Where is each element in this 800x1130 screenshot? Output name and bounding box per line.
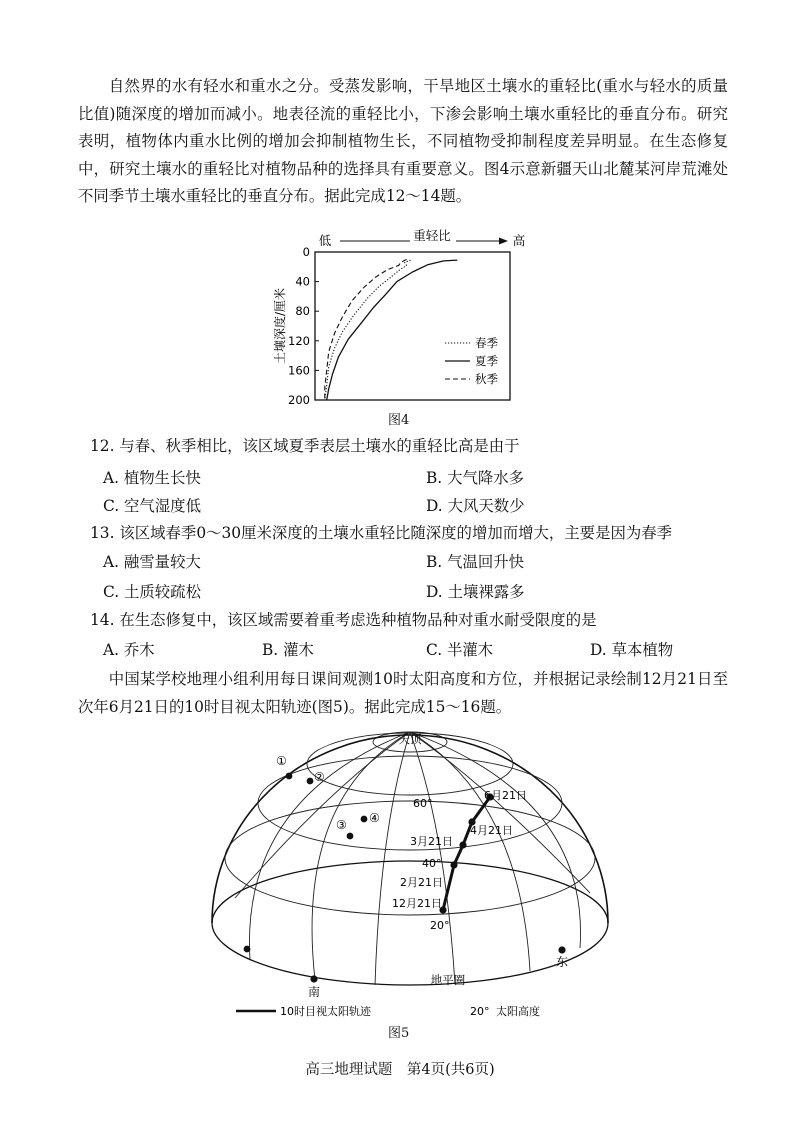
legend-track-label: 10时目视太阳轨迹 bbox=[280, 1005, 371, 1018]
marker-2-point bbox=[307, 778, 314, 785]
q12-stem: 12. 与春、秋季相比，该区域夏季表层土壤水的重轻比高是由于 bbox=[90, 437, 520, 455]
meridian-3 bbox=[375, 732, 410, 985]
altitude-label-20: 20° bbox=[430, 919, 450, 932]
y-tick-label: 160 bbox=[288, 363, 310, 378]
x-axis-title: 重轻比 bbox=[413, 228, 451, 243]
marker-1-label: ① bbox=[276, 754, 287, 768]
marker-3-label: ③ bbox=[336, 818, 347, 832]
q13-option-d: D. 土壤裸露多 bbox=[426, 583, 525, 601]
series-line-summer bbox=[327, 260, 458, 400]
sun-track-line bbox=[443, 797, 490, 910]
meridian-2 bbox=[312, 732, 410, 980]
q12-option-d: D. 大风天数少 bbox=[426, 497, 525, 515]
page-footer: 高三地理试题 第4页(共6页) bbox=[305, 1062, 495, 1078]
horizon-point-east bbox=[558, 946, 565, 953]
fig4-chart bbox=[270, 228, 560, 412]
fig5-caption: 图5 bbox=[388, 1026, 410, 1041]
q14-option-a: A. 乔木 bbox=[103, 641, 155, 659]
marker-2-label: ② bbox=[314, 770, 325, 784]
x-axis-high-label: 高 bbox=[512, 233, 526, 248]
marker-3-point bbox=[347, 833, 354, 840]
y-tick-label: 40 bbox=[295, 274, 310, 289]
y-tick-label: 0 bbox=[302, 245, 310, 259]
south-label: 南 bbox=[307, 985, 321, 999]
altitude-label-60: 60° bbox=[413, 797, 433, 810]
q12-option-c: C. 空气湿度低 bbox=[103, 497, 201, 515]
dome-outline bbox=[212, 735, 608, 923]
x-axis-low-label: 低 bbox=[318, 233, 332, 248]
legend-altitude-label: 太阳高度 bbox=[496, 1005, 540, 1018]
marker-4-point bbox=[361, 816, 368, 823]
sun-point-feb21 bbox=[450, 861, 457, 868]
marker-4-label: ④ bbox=[369, 811, 380, 825]
sun-point-mar21 bbox=[459, 841, 466, 848]
date-label-apr21: 4月21日 bbox=[470, 824, 513, 837]
intro-paragraph-1: 自然界的水有轻水和重水之分。受蒸发影响，干旱地区土壤水的重轻比(重水与轻水的质量比值)随深度的增加而减小。地表径流的重轻比小，下渗会影响土壤水重轻比的垂直分布。研究表明，植物体内重水比例的增加会抑制植物生长，不同植物受抑制程度差异明显。在生态修复中，研究土壤水的重轻比对植物品种的选择具有重要意义。图4示意新疆天山北麓某河岸荒滩处不同季节土壤水重轻比的垂直分布。据此完成12～14题。 bbox=[78, 77, 728, 205]
q12-option-a: A. 植物生长快 bbox=[103, 469, 201, 487]
y-axis-title: 土壤深度/厘米 bbox=[273, 287, 287, 365]
q12-option-b: B. 大气降水多 bbox=[426, 469, 525, 487]
fig5-sky-hemisphere bbox=[200, 728, 620, 1028]
legend-spring-label: 春季 bbox=[475, 336, 498, 350]
q13-stem: 13. 该区域春季0～30厘米深度的土壤水重轻比随深度的增加而增大，主要是因为春季 bbox=[90, 524, 673, 542]
y-tick-label: 120 bbox=[288, 333, 310, 348]
x-axis-arrowhead bbox=[499, 238, 508, 245]
legend-autumn-label: 秋季 bbox=[475, 372, 498, 386]
marker-1-point bbox=[286, 773, 293, 780]
intro-paragraph-2: 中国某学校地理小组利用每日课间观测10时太阳高度和方位，并根据记录绘制12月21日至次年6月21日的10时目视太阳轨迹(图5)。据此完成15～16题。 bbox=[78, 670, 728, 716]
q14-stem: 14. 在生态修复中，该区域需要着重考虑选种植物品种对重水耐受限度的是 bbox=[90, 611, 597, 629]
zenith-label: 天顶 bbox=[398, 732, 422, 746]
q14-option-c: C. 半灌木 bbox=[426, 641, 494, 659]
q14-option-d: D. 草本植物 bbox=[590, 641, 674, 659]
date-label-dec21: 12月21日 bbox=[392, 897, 442, 910]
east-label: 东 bbox=[555, 955, 569, 969]
date-label-jun21: 6月21日 bbox=[484, 789, 527, 802]
y-tick-label: 80 bbox=[295, 304, 310, 319]
horizon-label: 地平圈 bbox=[430, 973, 466, 987]
q13-option-c: C. 土质较疏松 bbox=[103, 583, 201, 601]
legend-summer-label: 夏季 bbox=[475, 354, 498, 368]
horizon-point-south bbox=[310, 975, 317, 982]
q13-option-a: A. 融雪量较大 bbox=[103, 553, 201, 571]
altitude-label-40: 40° bbox=[422, 857, 442, 870]
legend-altitude-value: 20° bbox=[470, 1005, 490, 1018]
fig4-caption: 图4 bbox=[388, 413, 410, 428]
q13-option-b: B. 气温回升快 bbox=[426, 553, 525, 571]
series-line-autumn bbox=[325, 259, 407, 400]
date-label-mar21: 3月21日 bbox=[410, 835, 453, 848]
y-tick-label: 200 bbox=[288, 393, 310, 407]
horizon-point-west bbox=[244, 946, 251, 953]
date-label-feb21: 2月21日 bbox=[400, 876, 443, 889]
q14-option-b: B. 灌木 bbox=[262, 641, 314, 659]
